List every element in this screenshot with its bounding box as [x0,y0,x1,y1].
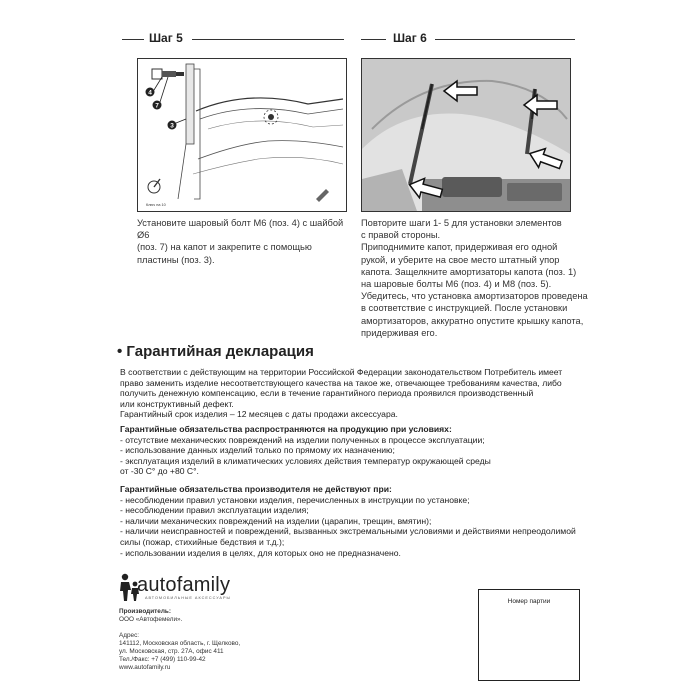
warranty-intro [120,367,590,420]
warranty-not-applies [120,484,590,558]
warranty-not-applies-line: - наличии неисправностей и повреждений, вызванных экстремальными условиями и действиями непреодолимой [120,526,576,537]
step6-title: Шаг 6 [393,31,427,45]
step6-caption-line: в соответствие с инструкцией. После установки [361,303,568,314]
step5-illustration [137,58,347,212]
step5-caption [137,217,355,266]
logo-text: autofamily [137,574,231,596]
warranty-applies-line: - отсутствие механических повреждений на изделии полученных в процессе эксплуатации; [120,434,485,445]
address-line: ул. Московская, стр. 27А, офис 411 [119,648,224,655]
address-line: 141112, Московская область, г. Щелково, [119,640,241,647]
step6-rule-right [435,39,575,40]
warranty-applies-line: - использование данных изделий только по прямому их назначению; [120,445,395,456]
warranty-heading: • Гарантийная декларация [117,343,314,360]
step5-caption-line: (поз. 7) на капот и закрепите с помощью [137,242,312,253]
step6-caption-line: с правой стороны. [361,230,441,241]
step5-rule-right [192,39,344,40]
step5-caption-line: пластины (поз. 3). [137,254,215,265]
step6-caption-line: амортизаторов, аккуратно опустите крышку капота, [361,315,584,326]
callout-4-label: 4 [148,89,152,97]
batch-number-box [478,589,580,681]
step6-caption-line: Повторите шаги 1- 5 для установки элементов [361,218,562,228]
address-line: Тел./Факс: +7 (499) 110-99-42 [119,656,206,663]
producer-label: Производитель: [119,608,171,615]
warranty-not-applies-line: - несоблюдении правил эксплуатации изделия; [120,505,309,516]
warranty-intro-line: или конструктивный дефект. [120,398,234,409]
warranty-not-applies-title: Гарантийные обязательства производителя не действуют при: [120,484,392,494]
batch-number-label: Номер партии [507,598,551,605]
tool-icon-label: Ключ на 10 [146,203,166,207]
step6-caption-line: Убедитесь, что установка амортизаторов проведена [361,291,588,302]
warranty-applies-title: Гарантийные обязательства распространяются на продукцию при условиях: [120,424,452,434]
warranty-not-applies-line: - несоблюдении правил установки изделия, перечисленных в инструкции по установке; [120,494,470,505]
address-label: Адрес: [119,632,140,639]
producer-block [119,608,319,624]
step5-rule-left [122,39,144,40]
brand-logo [117,573,247,603]
step6-caption-line: Приподнимите капот, придерживая его одной [361,242,558,253]
step6-caption-line: рукой, и уберите на свое место штатный упор [361,254,560,265]
address-block [119,632,319,672]
warranty-intro-line: Гарантийный срок изделия – 12 месяцев с даты продажи аксессуара. [120,409,398,420]
warranty-not-applies-line: силы (пожар, стихийные бедствия и т.д.); [120,536,285,547]
step6-caption-line: капота. Защелкните амортизаторы капота (поз. 1) [361,266,577,277]
hood-bolt-drawing [138,59,346,211]
open-hood-drawing [362,59,570,211]
logo-tagline: АВТОМОБИЛЬНЫЕ АКСЕССУАРЫ [145,596,231,600]
warranty-intro-line: право заменить изделие несоответствующего качества на такое же, отвечающее требованиям качества, либо [120,377,562,388]
step6-caption [361,217,593,339]
warranty-intro-line: получить денежную компенсацию, если в течение гарантийного периода проявился производственный [120,388,534,399]
warranty-intro-line: В соответствии с действующим на территории Российской Федерации законодательством Потребитель имеет [120,367,563,377]
step6-caption-line: на шаровые болты М6 (поз. 4) и М8 (поз. 5). [361,279,552,290]
callout-7-label: 7 [155,102,159,110]
step5-caption-line: Установите шаровый болт М6 (поз. 4) с шайбой Ø6 [137,218,344,241]
warranty-applies [120,424,590,477]
step5-title: Шаг 5 [149,31,183,45]
warranty-applies-line: от -30 С° до +80 С°. [120,466,199,477]
address-line: www.autofamily.ru [119,664,171,671]
step6-caption-line: придерживая его. [361,327,438,338]
step6-rule-left [361,39,386,40]
step6-photo [361,58,571,212]
producer-name: ООО «Автофемели». [119,616,183,623]
warranty-not-applies-line: - использовании изделия в целях, для которых оно не предназначено. [120,547,401,558]
callout-3-label: 3 [170,122,174,130]
warranty-not-applies-line: - наличии механических повреждений на изделии (царапин, трещин, вмятин); [120,515,432,526]
warranty-applies-line: - эксплуатация изделий в климатических условиях действия температур окружающей среды [120,455,491,466]
